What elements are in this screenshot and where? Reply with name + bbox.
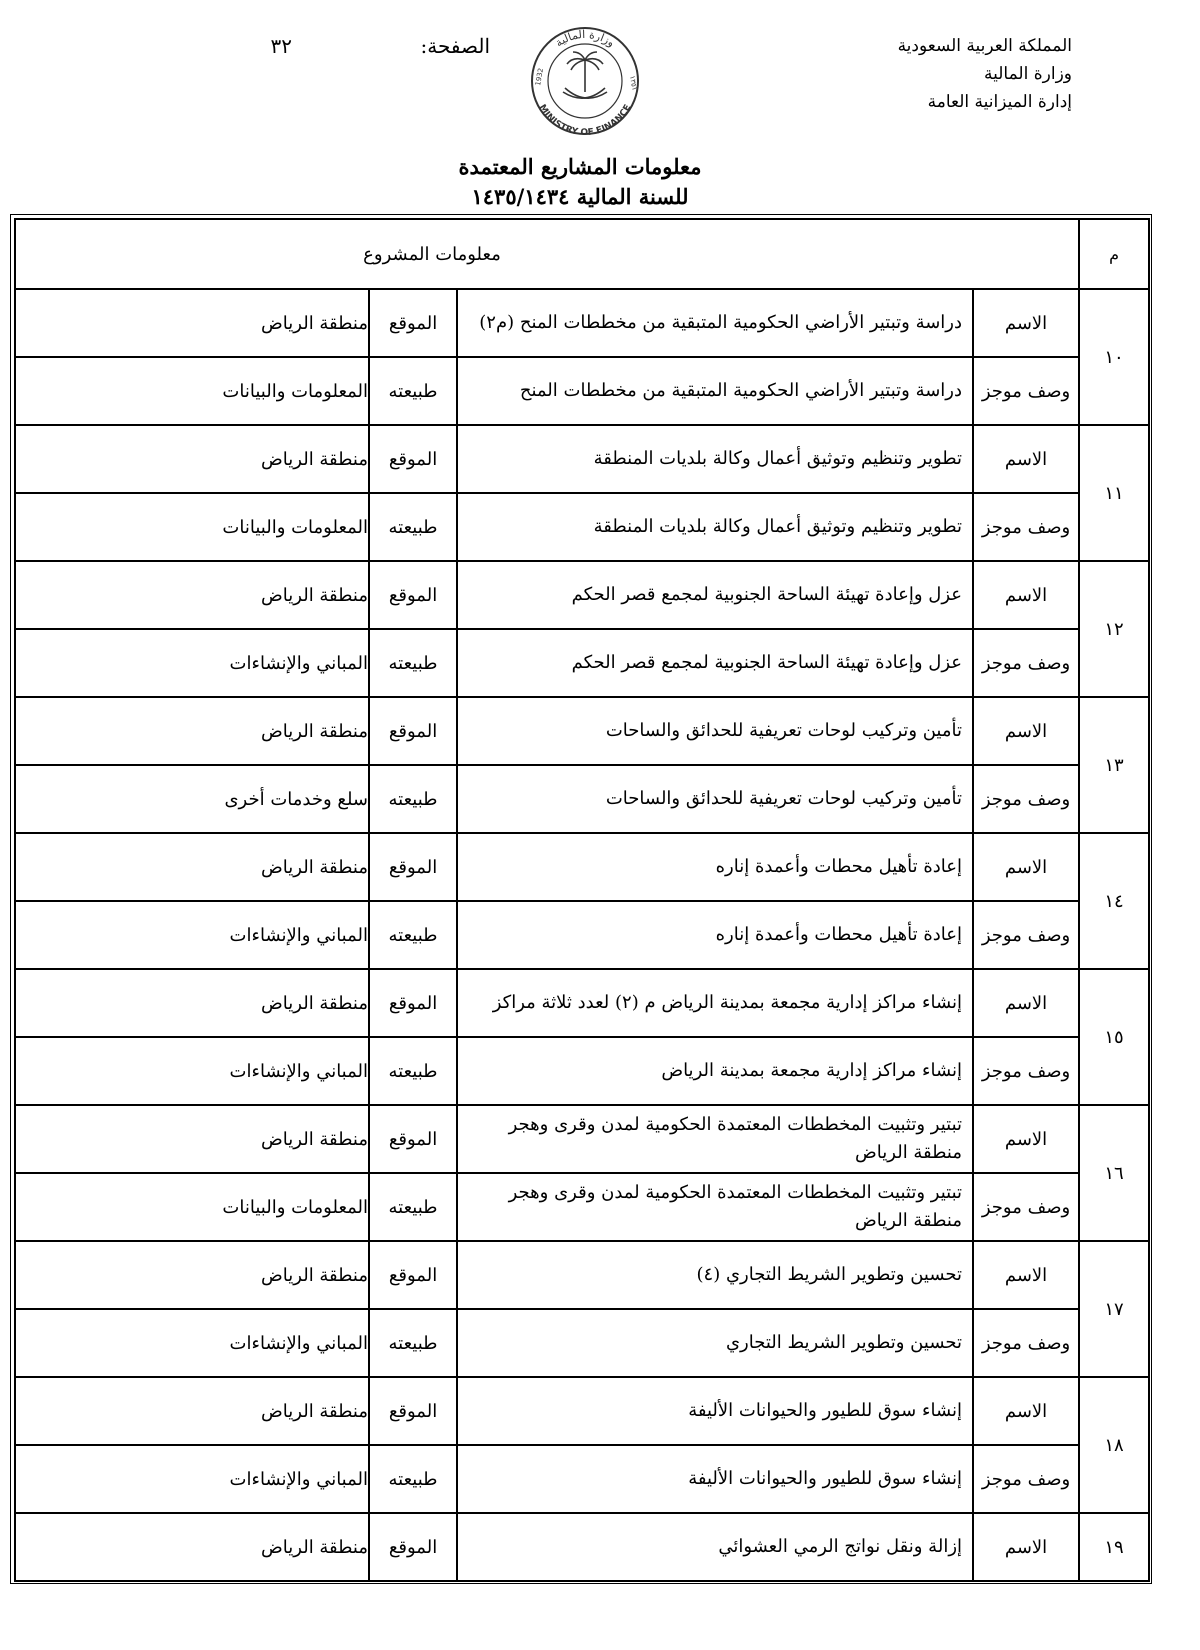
project-name: عزل وإعادة تهيئة الساحة الجنوبية لمجمع قصر الحكم [457, 561, 973, 629]
description-label: وصف موجز [973, 765, 1079, 833]
table-header-row [15, 219, 1149, 289]
location-label: الموقع [369, 1105, 457, 1173]
type-label: طبيعته [369, 1309, 457, 1377]
location-label: الموقع [369, 1377, 457, 1445]
table-row [15, 493, 1149, 561]
logo-english-text: MINISTRY OF FINANCE [536, 103, 634, 136]
project-name: إنشاء سوق للطيور والحيوانات الأليفة [457, 1377, 973, 1445]
project-description: إعادة تأهيل محطات وأعمدة إناره [457, 901, 973, 969]
description-label: وصف موجز [973, 1445, 1079, 1513]
name-label: الاسم [973, 561, 1079, 629]
organization-header [872, 32, 1072, 116]
project-type: سلع وخدمات أخرى [15, 765, 369, 833]
location-label: الموقع [369, 1241, 457, 1309]
project-type: المباني والإنشاءات [15, 1037, 369, 1105]
name-label: الاسم [973, 969, 1079, 1037]
svg-text:MINISTRY OF FINANCE [537, 103, 634, 136]
row-number: ١١ [1079, 425, 1149, 561]
project-location: منطقة الرياض [15, 561, 369, 629]
description-label: وصف موجز [973, 629, 1079, 697]
table-row [15, 1173, 1149, 1241]
project-name: إعادة تأهيل محطات وأعمدة إناره [457, 833, 973, 901]
ministry-logo [520, 26, 650, 136]
project-description: تطوير وتنظيم وتوثيق أعمال وكالة بلديات المنطقة [457, 493, 973, 561]
table-row [15, 357, 1149, 425]
project-description: تأمين وتركيب لوحات تعريفية للحدائق والساحات [457, 765, 973, 833]
table-row [15, 1513, 1149, 1581]
document-title [360, 152, 800, 212]
description-label: وصف موجز [973, 493, 1079, 561]
project-type: المباني والإنشاءات [15, 1445, 369, 1513]
name-label: الاسم [973, 1377, 1079, 1445]
project-description: تحسين وتطوير الشريط التجاري [457, 1309, 973, 1377]
project-location: منطقة الرياض [15, 833, 369, 901]
table-row [15, 1105, 1149, 1173]
name-label: الاسم [973, 425, 1079, 493]
project-description: عزل وإعادة تهيئة الساحة الجنوبية لمجمع قصر الحكم [457, 629, 973, 697]
project-location: منطقة الرياض [15, 697, 369, 765]
project-info-header: معلومات المشروع [15, 219, 1079, 289]
logo-year-left: 1932 [534, 67, 546, 87]
table-row [15, 1037, 1149, 1105]
type-label: طبيعته [369, 1445, 457, 1513]
row-number: ١٩ [1079, 1513, 1149, 1581]
row-number: ١٣ [1079, 697, 1149, 833]
index-column-header: م [1079, 219, 1149, 289]
name-label: الاسم [973, 1105, 1079, 1173]
location-label: الموقع [369, 697, 457, 765]
type-label: طبيعته [369, 901, 457, 969]
table-row [15, 1241, 1149, 1309]
row-number: ١٠ [1079, 289, 1149, 425]
project-name: تحسين وتطوير الشريط التجاري (٤) [457, 1241, 973, 1309]
name-label: الاسم [973, 1513, 1079, 1581]
location-label: الموقع [369, 969, 457, 1037]
location-label: الموقع [369, 561, 457, 629]
row-number: ١٤ [1079, 833, 1149, 969]
logo-year-right: ١٣٥١ [628, 74, 639, 92]
palm-and-swords-emblem-icon [563, 52, 607, 98]
type-label: طبيعته [369, 629, 457, 697]
table-row [15, 425, 1149, 493]
org-line: المملكة العربية السعودية [897, 36, 1072, 56]
location-label: الموقع [369, 833, 457, 901]
title-line-1: معلومات المشاريع المعتمدة [458, 154, 702, 179]
project-description: دراسة وتبتير الأراضي الحكومية المتبقية من مخططات المنح [457, 357, 973, 425]
row-number: ١٧ [1079, 1241, 1149, 1377]
description-label: وصف موجز [973, 1309, 1079, 1377]
projects-table [14, 218, 1150, 1582]
name-label: الاسم [973, 289, 1079, 357]
description-label: وصف موجز [973, 901, 1079, 969]
project-type: المعلومات والبيانات [15, 357, 369, 425]
type-label: طبيعته [369, 1173, 457, 1241]
table-row [15, 1377, 1149, 1445]
table-row [15, 833, 1149, 901]
page-label: الصفحة: [420, 34, 490, 58]
project-name: تطوير وتنظيم وتوثيق أعمال وكالة بلديات المنطقة [457, 425, 973, 493]
type-label: طبيعته [369, 765, 457, 833]
row-number: ١٢ [1079, 561, 1149, 697]
project-type: المعلومات والبيانات [15, 493, 369, 561]
project-location: منطقة الرياض [15, 969, 369, 1037]
project-location: منطقة الرياض [15, 1377, 369, 1445]
table-row [15, 629, 1149, 697]
project-name: إنشاء مراكز إدارية مجمعة بمدينة الرياض م (٢) لعدد ثلاثة مراكز [457, 969, 973, 1037]
table-row [15, 765, 1149, 833]
table-row [15, 1309, 1149, 1377]
project-type: المعلومات والبيانات [15, 1173, 369, 1241]
project-description: إنشاء سوق للطيور والحيوانات الأليفة [457, 1445, 973, 1513]
location-label: الموقع [369, 289, 457, 357]
table-row [15, 289, 1149, 357]
table-row [15, 561, 1149, 629]
logo-arabic-text: وزارة المالية [552, 27, 618, 50]
page-number: ٣٢ [270, 34, 292, 58]
name-label: الاسم [973, 833, 1079, 901]
project-location: منطقة الرياض [15, 1513, 369, 1581]
table-row [15, 1445, 1149, 1513]
table-row [15, 697, 1149, 765]
description-label: وصف موجز [973, 1037, 1079, 1105]
table-row [15, 901, 1149, 969]
project-location: منطقة الرياض [15, 1105, 369, 1173]
row-number: ١٦ [1079, 1105, 1149, 1241]
location-label: الموقع [369, 425, 457, 493]
project-location: منطقة الرياض [15, 1241, 369, 1309]
project-type: المباني والإنشاءات [15, 901, 369, 969]
org-line: إدارة الميزانية العامة [927, 92, 1072, 112]
project-type: المباني والإنشاءات [15, 1309, 369, 1377]
description-label: وصف موجز [973, 357, 1079, 425]
project-name: تبتير وتثبيت المخططات المعتمدة الحكومية لمدن وقرى وهجر منطقة الرياض [457, 1105, 973, 1173]
svg-text:وزارة المالية [553, 28, 617, 50]
project-location: منطقة الرياض [15, 289, 369, 357]
table-row [15, 969, 1149, 1037]
name-label: الاسم [973, 697, 1079, 765]
description-label: وصف موجز [973, 1173, 1079, 1241]
type-label: طبيعته [369, 1037, 457, 1105]
project-name: تأمين وتركيب لوحات تعريفية للحدائق والساحات [457, 697, 973, 765]
project-name: إزالة ونقل نواتج الرمي العشوائي [457, 1513, 973, 1581]
org-line: وزارة المالية [984, 64, 1072, 84]
row-number: ١٨ [1079, 1377, 1149, 1513]
project-location: منطقة الرياض [15, 425, 369, 493]
type-label: طبيعته [369, 493, 457, 561]
project-description: إنشاء مراكز إدارية مجمعة بمدينة الرياض [457, 1037, 973, 1105]
project-name: دراسة وتبتير الأراضي الحكومية المتبقية من مخططات المنح (م٢) [457, 289, 973, 357]
project-type: المباني والإنشاءات [15, 629, 369, 697]
type-label: طبيعته [369, 357, 457, 425]
location-label: الموقع [369, 1513, 457, 1581]
project-description: تبتير وتثبيت المخططات المعتمدة الحكومية لمدن وقرى وهجر منطقة الرياض [457, 1173, 973, 1241]
name-label: الاسم [973, 1241, 1079, 1309]
row-number: ١٥ [1079, 969, 1149, 1105]
title-line-2: للسنة المالية ١٤٣٥/١٤٣٤ [471, 184, 689, 209]
